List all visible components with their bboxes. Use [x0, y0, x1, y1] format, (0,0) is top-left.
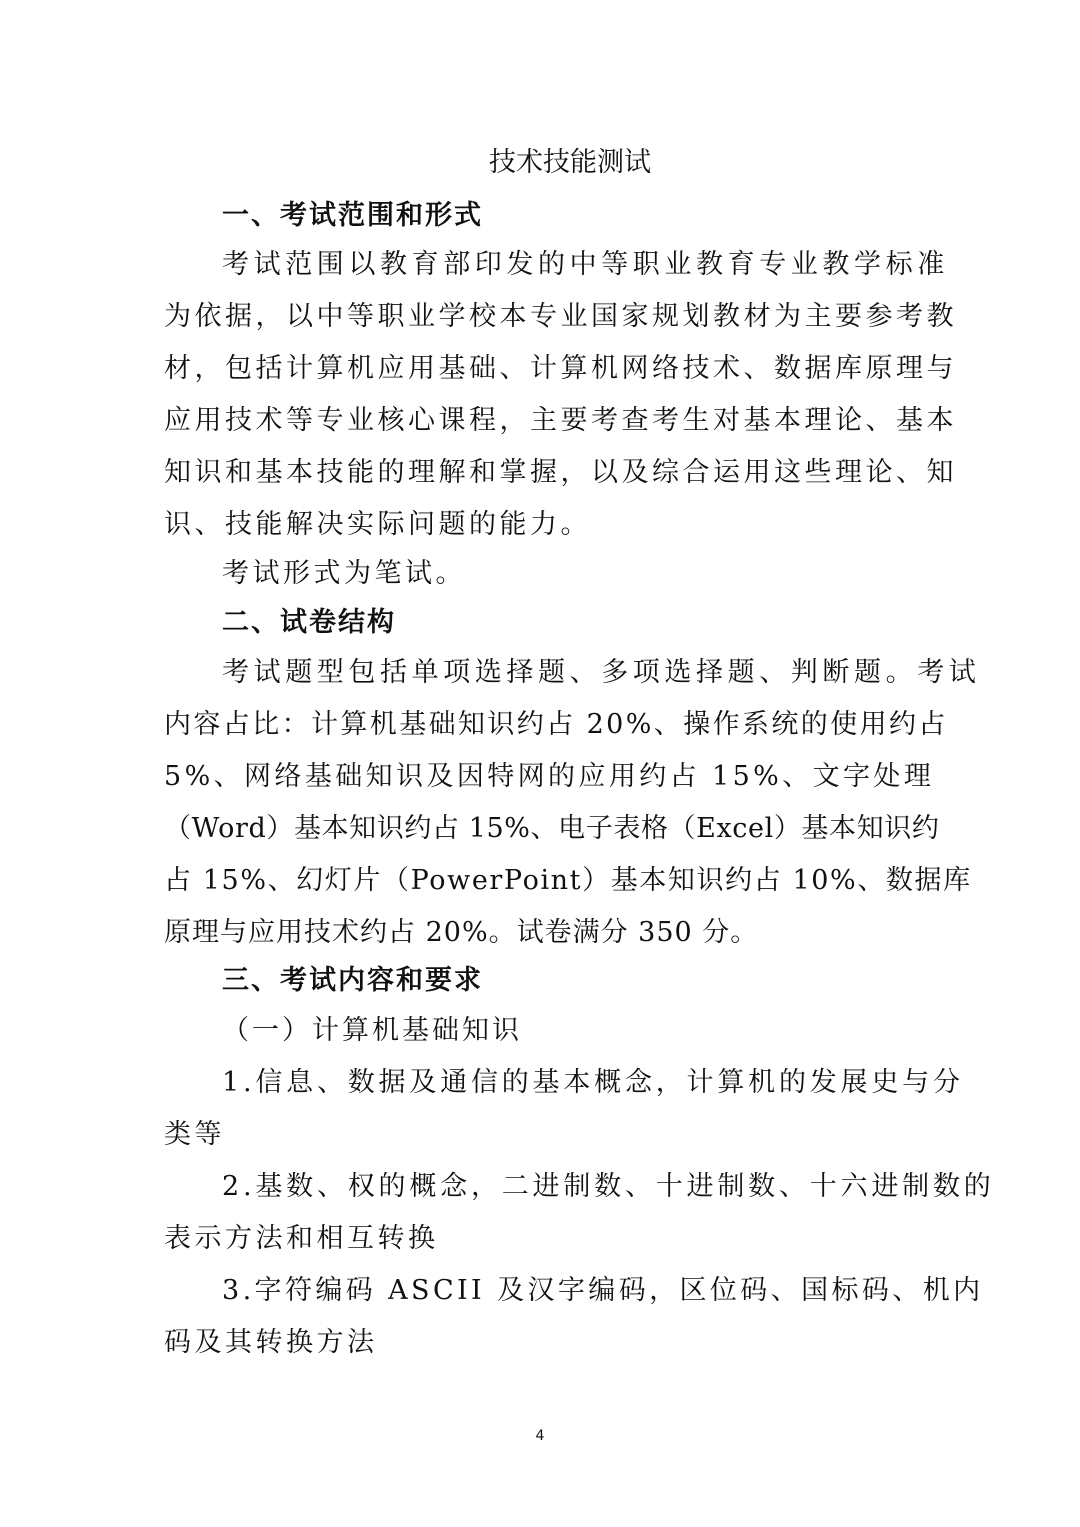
text-line: （Word）基本知识约占 15%、电子表格（Excel）基本知识约 — [164, 813, 940, 844]
page-title: 技术技能测试 — [489, 147, 651, 178]
text-line: 原理与应用技术约占 20%。试卷满分 350 分。 — [164, 917, 759, 948]
text-line: 2.基数、权的概念，二进制数、十进制数、十六进制数的 — [222, 1171, 995, 1202]
text-line: 为依据，以中等职业学校本专业国家规划教材为主要参考教 — [164, 301, 957, 332]
text-line: 考试题型包括单项选择题、多项选择题、判断题。考试 — [222, 657, 981, 688]
text-line: 3.字符编码 ASCII 及汉字编码，区位码、国标码、机内 — [222, 1275, 984, 1306]
section-heading-1: 一、考试范围和形式 — [222, 200, 483, 231]
text-line: 知识和基本技能的理解和掌握，以及综合运用这些理论、知 — [164, 457, 957, 488]
text-line: 识、技能解决实际问题的能力。 — [164, 509, 591, 540]
page-number: 4 — [535, 1428, 545, 1444]
section-heading-3: 三、考试内容和要求 — [222, 965, 483, 996]
text-line: 考试范围以教育部印发的中等职业教育专业教学标准 — [222, 249, 949, 280]
text-line: 1.信息、数据及通信的基本概念，计算机的发展史与分 — [222, 1067, 964, 1098]
text-line: 表示方法和相互转换 — [164, 1223, 439, 1254]
text-line: 应用技术等专业核心课程，主要考查考生对基本理论、基本 — [164, 405, 957, 436]
text-line: 占 15%、幻灯片（PowerPoint）基本知识约占 10%、数据库 — [164, 865, 972, 896]
text-line: 类等 — [164, 1119, 225, 1150]
text-line: 5%、网络基础知识及因特网的应用约占 15%、文字处理 — [164, 761, 935, 792]
section-heading-2: 二、试卷结构 — [222, 607, 396, 638]
subsection-heading: （一）计算机基础知识 — [222, 1015, 522, 1046]
text-line: 材，包括计算机应用基础、计算机网络技术、数据库原理与 — [164, 353, 957, 384]
paragraph-exam-form: 考试形式为笔试。 — [222, 558, 466, 589]
text-line: 内容占比：计算机基础知识约占 20%、操作系统的使用约占 — [164, 709, 948, 740]
text-line: 码及其转换方法 — [164, 1327, 378, 1358]
